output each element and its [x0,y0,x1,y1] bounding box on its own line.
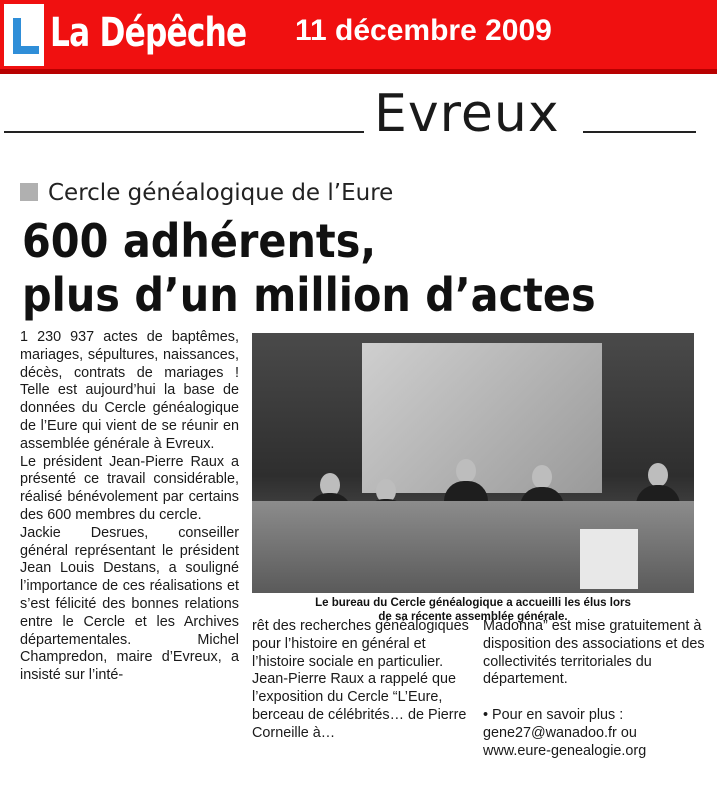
publication-date: 11 décembre 2009 [295,14,552,47]
section-rule-left [4,131,364,133]
newspaper-name: La Dépêche [50,10,247,56]
masthead-banner [0,0,717,74]
photo-caption: Le bureau du Cercle généalogique a accueilli les élus lors de sa récente assemblée générale. [315,597,631,623]
newspaper-logo-icon [4,4,44,66]
paragraph: Madonna” est mise gratuitement à disposition des associations et des collectivités territoriales du département. [483,618,705,688]
article-column-2 [252,618,470,743]
article-headline [22,214,596,322]
paragraph: 1 230 937 actes de baptêmes, mariages, sépultures, naissances, décès, contrats de mariages ! Telle est aujourd’hui la base de données du Cercle généalogique de l’Eure qui vient de se réunir en assemblée générale à Evreux. [20,329,239,452]
contact-info: • Pour en savoir plus : gene27@wanadoo.fr ou www.eure-genealogie.org [483,707,647,759]
section-rule-right [583,131,696,133]
article-column-3 [483,618,707,761]
headline-line: plus d’un million d’actes [22,268,596,322]
article-column-1 [20,329,239,685]
paragraph: Le président Jean-Pierre Raux a présenté ce travail considérable, réalisé bénévolement par certains des 600 membres du cercle. [20,453,239,523]
section-title: Evreux [374,84,560,144]
article-photo [252,333,694,593]
paragraph: rêt des recherches généalogiques pour l’histoire en général et l’histoire sociale en particulier. [252,618,469,670]
fleur-de-lis-flag [580,529,638,589]
article-kicker: Cercle généalogique de l’Eure [20,180,393,206]
paragraph: Jean-Pierre Raux a rappelé que l’exposition du Cercle “L’Eure, berceau de célébrités… de Pierre Corneille à… [252,671,467,741]
headline-line: 600 adhérents, [22,214,377,268]
paragraph: Jackie Desrues, conseiller général représentant le président Jean Louis Destans, a souligné l’importance de ces réalisations et s’est félicité des bonnes relations entre le Cercle et les Archives départementales. Michel Champredon, maire d’Evreux, a insisté sur l’inté- [20,524,239,684]
square-bullet-icon [20,183,38,201]
projection-screen [362,343,602,493]
